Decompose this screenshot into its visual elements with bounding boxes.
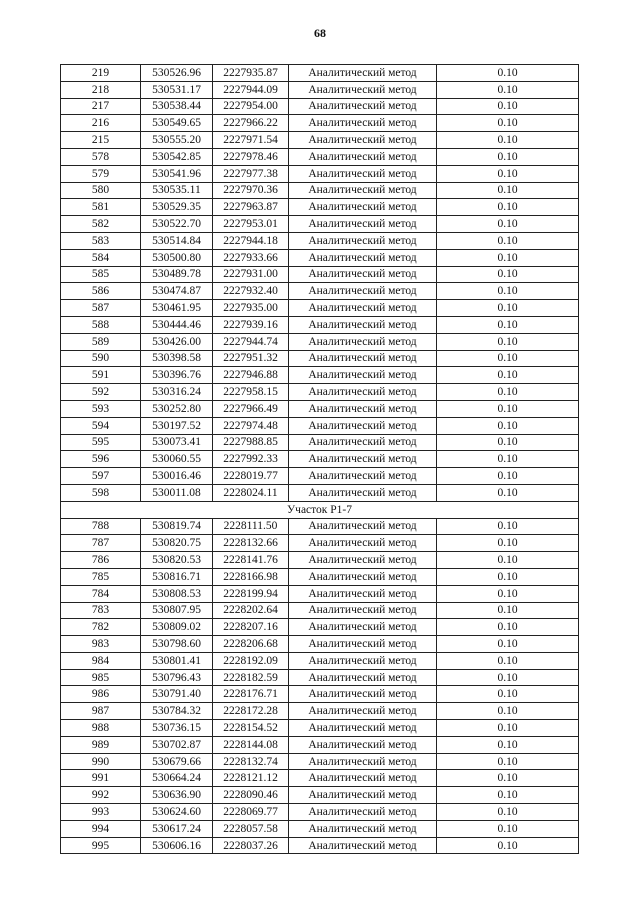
method-cell: Аналитический метод [289,703,437,720]
point-number: 991 [61,770,141,787]
coordinate-x: 530555.20 [141,132,213,149]
table-row [61,703,579,720]
method-cell: Аналитический метод [289,232,437,249]
accuracy-cell: 0.10 [437,720,579,737]
coordinate-y: 2227944.18 [213,232,289,249]
coordinate-x: 530702.87 [141,736,213,753]
coordinate-y: 2227939.16 [213,316,289,333]
accuracy-cell: 0.10 [437,232,579,249]
coordinate-y: 2228182.59 [213,669,289,686]
method-cell: Аналитический метод [289,484,437,501]
method-cell: Аналитический метод [289,400,437,417]
accuracy-cell: 0.10 [437,535,579,552]
coordinate-x: 530796.43 [141,669,213,686]
coordinate-y: 2228154.52 [213,720,289,737]
coordinate-x: 530398.58 [141,350,213,367]
coordinate-x: 530542.85 [141,148,213,165]
coordinate-y: 2227953.01 [213,216,289,233]
point-number: 983 [61,636,141,653]
point-number: 784 [61,585,141,602]
method-cell: Аналитический метод [289,669,437,686]
point-number: 995 [61,837,141,854]
accuracy-cell: 0.10 [437,518,579,535]
coordinate-x: 530801.41 [141,652,213,669]
point-number: 992 [61,787,141,804]
table-row [61,837,579,854]
table-row [61,434,579,451]
coordinate-x: 530526.96 [141,65,213,82]
coordinate-y: 2227970.36 [213,182,289,199]
table-row [61,283,579,300]
method-cell: Аналитический метод [289,283,437,300]
coordinate-x: 530784.32 [141,703,213,720]
point-number: 993 [61,804,141,821]
coordinate-x: 530529.35 [141,199,213,216]
coordinate-y: 2227954.00 [213,98,289,115]
method-cell: Аналитический метод [289,266,437,283]
point-number: 990 [61,753,141,770]
accuracy-cell: 0.10 [437,468,579,485]
method-cell: Аналитический метод [289,115,437,132]
accuracy-cell: 0.10 [437,787,579,804]
table-row [61,787,579,804]
coordinate-y: 2228166.98 [213,568,289,585]
coordinate-y: 2227931.00 [213,266,289,283]
point-number: 787 [61,535,141,552]
accuracy-cell: 0.10 [437,837,579,854]
coordinate-x: 530011.08 [141,484,213,501]
coordinate-y: 2228024.11 [213,484,289,501]
table-row [61,686,579,703]
table-row [61,333,579,350]
table-row [61,636,579,653]
coordinate-x: 530820.75 [141,535,213,552]
point-number: 218 [61,81,141,98]
coordinate-x: 530807.95 [141,602,213,619]
table-row [61,602,579,619]
point-number: 580 [61,182,141,199]
point-number: 986 [61,686,141,703]
method-cell: Аналитический метод [289,535,437,552]
point-number: 783 [61,602,141,619]
method-cell: Аналитический метод [289,652,437,669]
point-number: 984 [61,652,141,669]
table-row [61,199,579,216]
accuracy-cell: 0.10 [437,65,579,82]
accuracy-cell: 0.10 [437,568,579,585]
coordinate-x: 530426.00 [141,333,213,350]
coordinate-x: 530461.95 [141,300,213,317]
coordinate-x: 530808.53 [141,585,213,602]
method-cell: Аналитический метод [289,132,437,149]
method-cell: Аналитический метод [289,300,437,317]
accuracy-cell: 0.10 [437,249,579,266]
point-number: 579 [61,165,141,182]
method-cell: Аналитический метод [289,333,437,350]
coordinate-y: 2228176.71 [213,686,289,703]
method-cell: Аналитический метод [289,686,437,703]
coordinate-x: 530791.40 [141,686,213,703]
coordinate-y: 2227951.32 [213,350,289,367]
coordinate-y: 2227935.87 [213,65,289,82]
method-cell: Аналитический метод [289,753,437,770]
method-cell: Аналитический метод [289,451,437,468]
table-row [61,585,579,602]
accuracy-cell: 0.10 [437,350,579,367]
accuracy-cell: 0.10 [437,216,579,233]
point-number: 587 [61,300,141,317]
accuracy-cell: 0.10 [437,333,579,350]
table-row [61,165,579,182]
coordinate-y: 2227958.15 [213,384,289,401]
coordinate-x: 530489.78 [141,266,213,283]
coordinate-x: 530736.15 [141,720,213,737]
point-number: 595 [61,434,141,451]
point-number: 586 [61,283,141,300]
coordinate-y: 2228192.09 [213,652,289,669]
coordinate-x: 530541.96 [141,165,213,182]
point-number: 596 [61,451,141,468]
method-cell: Аналитический метод [289,602,437,619]
coordinate-y: 2228141.76 [213,552,289,569]
method-cell: Аналитический метод [289,787,437,804]
point-number: 594 [61,417,141,434]
coordinate-y: 2227978.46 [213,148,289,165]
coordinate-x: 530060.55 [141,451,213,468]
table-row [61,316,579,333]
accuracy-cell: 0.10 [437,132,579,149]
point-number: 581 [61,199,141,216]
accuracy-cell: 0.10 [437,686,579,703]
table-row [61,468,579,485]
coordinate-y: 2227992.33 [213,451,289,468]
method-cell: Аналитический метод [289,81,437,98]
accuracy-cell: 0.10 [437,434,579,451]
coordinate-x: 530819.74 [141,518,213,535]
coordinate-x: 530606.16 [141,837,213,854]
coordinate-x: 530073.41 [141,434,213,451]
coordinate-y: 2228111.50 [213,518,289,535]
accuracy-cell: 0.10 [437,300,579,317]
table-row [61,451,579,468]
table-row [61,736,579,753]
table-row [61,652,579,669]
accuracy-cell: 0.10 [437,199,579,216]
table-row [61,266,579,283]
method-cell: Аналитический метод [289,367,437,384]
coordinate-x: 530396.76 [141,367,213,384]
accuracy-cell: 0.10 [437,753,579,770]
table-row [61,669,579,686]
coordinate-y: 2227966.22 [213,115,289,132]
table-row [61,484,579,501]
accuracy-cell: 0.10 [437,115,579,132]
coordinate-x: 530531.17 [141,81,213,98]
coordinate-y: 2227932.40 [213,283,289,300]
accuracy-cell: 0.10 [437,703,579,720]
point-number: 597 [61,468,141,485]
method-cell: Аналитический метод [289,98,437,115]
table-row [61,518,579,535]
table-row [61,132,579,149]
coordinate-x: 530617.24 [141,820,213,837]
method-cell: Аналитический метод [289,65,437,82]
method-cell: Аналитический метод [289,552,437,569]
coordinate-x: 530316.24 [141,384,213,401]
accuracy-cell: 0.10 [437,652,579,669]
table-row [61,232,579,249]
table-row [61,384,579,401]
point-number: 588 [61,316,141,333]
coordinate-y: 2227944.74 [213,333,289,350]
point-number: 987 [61,703,141,720]
accuracy-cell: 0.10 [437,820,579,837]
method-cell: Аналитический метод [289,736,437,753]
method-cell: Аналитический метод [289,199,437,216]
table-row [61,820,579,837]
coordinate-y: 2227935.00 [213,300,289,317]
coordinate-y: 2228207.16 [213,619,289,636]
method-cell: Аналитический метод [289,468,437,485]
coordinate-x: 530197.52 [141,417,213,434]
point-number: 578 [61,148,141,165]
coordinate-x: 530444.46 [141,316,213,333]
accuracy-cell: 0.10 [437,770,579,787]
coordinate-x: 530624.60 [141,804,213,821]
coordinate-x: 530252.80 [141,400,213,417]
point-number: 985 [61,669,141,686]
table-row [61,804,579,821]
coordinate-x: 530679.66 [141,753,213,770]
table-row [61,115,579,132]
method-cell: Аналитический метод [289,350,437,367]
accuracy-cell: 0.10 [437,266,579,283]
table-row [61,249,579,266]
accuracy-cell: 0.10 [437,81,579,98]
coordinate-x: 530016.46 [141,468,213,485]
method-cell: Аналитический метод [289,434,437,451]
table-row [61,350,579,367]
section-header-row [61,501,579,518]
accuracy-cell: 0.10 [437,669,579,686]
accuracy-cell: 0.10 [437,804,579,821]
point-number: 994 [61,820,141,837]
table-row [61,753,579,770]
coordinate-y: 2228132.74 [213,753,289,770]
point-number: 585 [61,266,141,283]
table-row [61,619,579,636]
coordinates-table-body-a [61,65,579,502]
coordinate-x: 530474.87 [141,283,213,300]
accuracy-cell: 0.10 [437,98,579,115]
point-number: 782 [61,619,141,636]
coordinate-x: 530514.84 [141,232,213,249]
table-row [61,300,579,317]
coordinate-y: 2227971.54 [213,132,289,149]
accuracy-cell: 0.10 [437,585,579,602]
coordinate-y: 2228144.08 [213,736,289,753]
point-number: 593 [61,400,141,417]
coordinate-y: 2227963.87 [213,199,289,216]
coordinate-y: 2228199.94 [213,585,289,602]
point-number: 786 [61,552,141,569]
table-row [61,216,579,233]
point-number: 988 [61,720,141,737]
table-row [61,568,579,585]
table-row [61,98,579,115]
coordinate-y: 2228121.12 [213,770,289,787]
table-row [61,535,579,552]
coordinate-y: 2227946.88 [213,367,289,384]
method-cell: Аналитический метод [289,417,437,434]
accuracy-cell: 0.10 [437,367,579,384]
point-number: 584 [61,249,141,266]
accuracy-cell: 0.10 [437,283,579,300]
accuracy-cell: 0.10 [437,148,579,165]
point-number: 591 [61,367,141,384]
method-cell: Аналитический метод [289,216,437,233]
method-cell: Аналитический метод [289,148,437,165]
accuracy-cell: 0.10 [437,552,579,569]
method-cell: Аналитический метод [289,585,437,602]
coordinate-x: 530636.90 [141,787,213,804]
coordinate-y: 2228057.58 [213,820,289,837]
method-cell: Аналитический метод [289,316,437,333]
method-cell: Аналитический метод [289,820,437,837]
accuracy-cell: 0.10 [437,602,579,619]
coordinate-y: 2227944.09 [213,81,289,98]
point-number: 589 [61,333,141,350]
point-number: 217 [61,98,141,115]
coordinate-y: 2228019.77 [213,468,289,485]
accuracy-cell: 0.10 [437,619,579,636]
coordinate-y: 2228202.64 [213,602,289,619]
accuracy-cell: 0.10 [437,636,579,653]
coordinate-y: 2227977.38 [213,165,289,182]
method-cell: Аналитический метод [289,837,437,854]
method-cell: Аналитический метод [289,770,437,787]
coordinate-y: 2227988.85 [213,434,289,451]
point-number: 989 [61,736,141,753]
point-number: 219 [61,65,141,82]
accuracy-cell: 0.10 [437,417,579,434]
coordinate-x: 530816.71 [141,568,213,585]
accuracy-cell: 0.10 [437,165,579,182]
section-title: Участок Р1-7 [61,501,579,518]
accuracy-cell: 0.10 [437,316,579,333]
method-cell: Аналитический метод [289,720,437,737]
point-number: 598 [61,484,141,501]
point-number: 215 [61,132,141,149]
coordinate-y: 2228037.26 [213,837,289,854]
coordinate-x: 530535.11 [141,182,213,199]
coordinates-table [60,64,579,854]
coordinate-x: 530538.44 [141,98,213,115]
method-cell: Аналитический метод [289,568,437,585]
coordinate-y: 2228172.28 [213,703,289,720]
accuracy-cell: 0.10 [437,182,579,199]
point-number: 590 [61,350,141,367]
page-number: 68 [314,26,326,40]
coordinate-x: 530809.02 [141,619,213,636]
coordinate-x: 530549.65 [141,115,213,132]
accuracy-cell: 0.10 [437,400,579,417]
point-number: 785 [61,568,141,585]
coordinate-y: 2227966.49 [213,400,289,417]
table-row [61,400,579,417]
method-cell: Аналитический метод [289,182,437,199]
table-row [61,148,579,165]
table-row [61,182,579,199]
method-cell: Аналитический метод [289,804,437,821]
point-number: 216 [61,115,141,132]
coordinate-y: 2228132.66 [213,535,289,552]
accuracy-cell: 0.10 [437,736,579,753]
method-cell: Аналитический метод [289,636,437,653]
coordinate-y: 2228069.77 [213,804,289,821]
coordinate-x: 530522.70 [141,216,213,233]
accuracy-cell: 0.10 [437,384,579,401]
coordinate-y: 2228090.46 [213,787,289,804]
point-number: 592 [61,384,141,401]
coordinate-x: 530820.53 [141,552,213,569]
table-row [61,65,579,82]
table-row [61,720,579,737]
coordinate-y: 2228206.68 [213,636,289,653]
method-cell: Аналитический метод [289,384,437,401]
coordinate-x: 530664.24 [141,770,213,787]
table-row [61,552,579,569]
table-row [61,367,579,384]
coordinate-y: 2227933.66 [213,249,289,266]
point-number: 582 [61,216,141,233]
table-row [61,770,579,787]
table-row [61,81,579,98]
coordinates-table-body-b [61,518,579,854]
method-cell: Аналитический метод [289,518,437,535]
coordinate-x: 530500.80 [141,249,213,266]
point-number: 788 [61,518,141,535]
method-cell: Аналитический метод [289,249,437,266]
accuracy-cell: 0.10 [437,451,579,468]
coordinate-x: 530798.60 [141,636,213,653]
section-header-body [61,501,579,518]
point-number: 583 [61,232,141,249]
table-row [61,417,579,434]
coordinate-y: 2227974.48 [213,417,289,434]
method-cell: Аналитический метод [289,619,437,636]
accuracy-cell: 0.10 [437,484,579,501]
method-cell: Аналитический метод [289,165,437,182]
